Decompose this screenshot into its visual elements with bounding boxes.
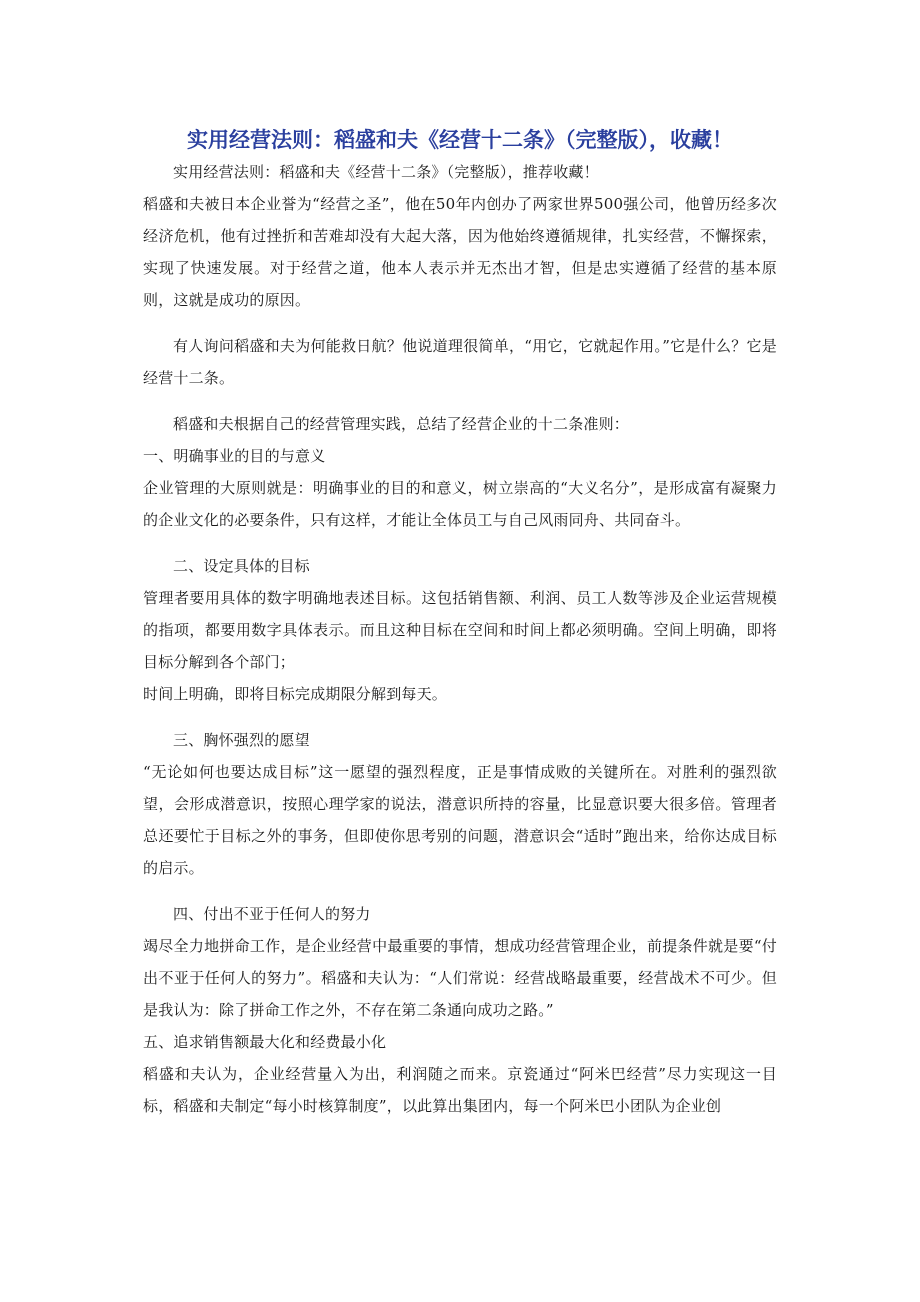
section-body-continued: 时间上明确，即将目标完成期限分解到每天。	[143, 685, 448, 703]
question-paragraph: 有人询问稻盛和夫为何能救日航？他说道理很简单，“用它，它就起作用。”它是什么？它是经营十二条。	[143, 337, 777, 387]
section-heading: 三、胸怀强烈的愿望	[173, 731, 310, 749]
section-body: 稻盛和夫认为，企业经营量入为出，利润随之而来。京瓷通过“阿米巴经营”尽力实现这一目标，稻盛和夫制定“每小时核算制度”，以此算出集团内，每一个阿米巴小团队为企业创	[143, 1065, 777, 1115]
section-body: “无论如何也要达成目标”这一愿望的强烈程度，正是事情成败的关键所在。对胜利的强烈欲望，会形成潜意识，按照心理学家的说法，潜意识所持的容量，比显意识要大很多倍。管理者总还要忙于目标之外的事务，但即使你思考别的问题，潜意识会“适时”跑出来，给你达成目标的启示。	[143, 763, 777, 877]
document-title: 实用经营法则：稻盛和夫《经营十二条》（完整版），收藏！	[187, 128, 733, 152]
section-heading: 四、付出不亚于任何人的努力	[173, 905, 371, 923]
summary-paragraph: 稻盛和夫根据自己的经营管理实践，总结了经营企业的十二条准则：	[173, 415, 630, 433]
section-body: 管理者要用具体的数字明确地表述目标。这包括销售额、利润、员工人数等涉及企业运营规模的指项，都要用数字具体表示。而且这种目标在空间和时间上都必须明确。空间上明确，即将目标分解到各个部门；	[143, 589, 777, 671]
section-heading: 二、设定具体的目标	[173, 557, 310, 575]
section-body: 竭尽全力地拼命工作，是企业经营中最重要的事情，想成功经营管理企业，前提条件就是要“付出不亚于任何人的努力”。稻盛和夫认为：“人们常说：经营战略最重要，经营战术不可少。但是我认为：除了拼命工作之外，不存在第二条通向成功之路。”	[143, 937, 777, 1019]
intro-paragraph: 稻盛和夫被日本企业誉为“经营之圣”，他在50年内创办了两家世界500强公司，他曾历经多次经济危机，他有过挫折和苦难却没有大起大落，因为他始终遵循规律，扎实经营，不懈探索，实现了快速发展。对于经营之道，他本人表示并无杰出才智，但是忠实遵循了经营的基本原则，这就是成功的原因。	[143, 195, 777, 309]
section-heading: 五、追求销售额最大化和经费最小化	[143, 1033, 387, 1051]
section-heading: 一、明确事业的目的与意义	[143, 447, 326, 465]
document-subtitle: 实用经营法则：稻盛和夫《经营十二条》（完整版），推荐收藏！	[173, 163, 599, 181]
section-body: 企业管理的大原则就是：明确事业的目的和意义，树立崇高的“大义名分”，是形成富有凝聚力的企业文化的必要条件，只有这样，才能让全体员工与自己风雨同舟、共同奋斗。	[143, 479, 777, 529]
